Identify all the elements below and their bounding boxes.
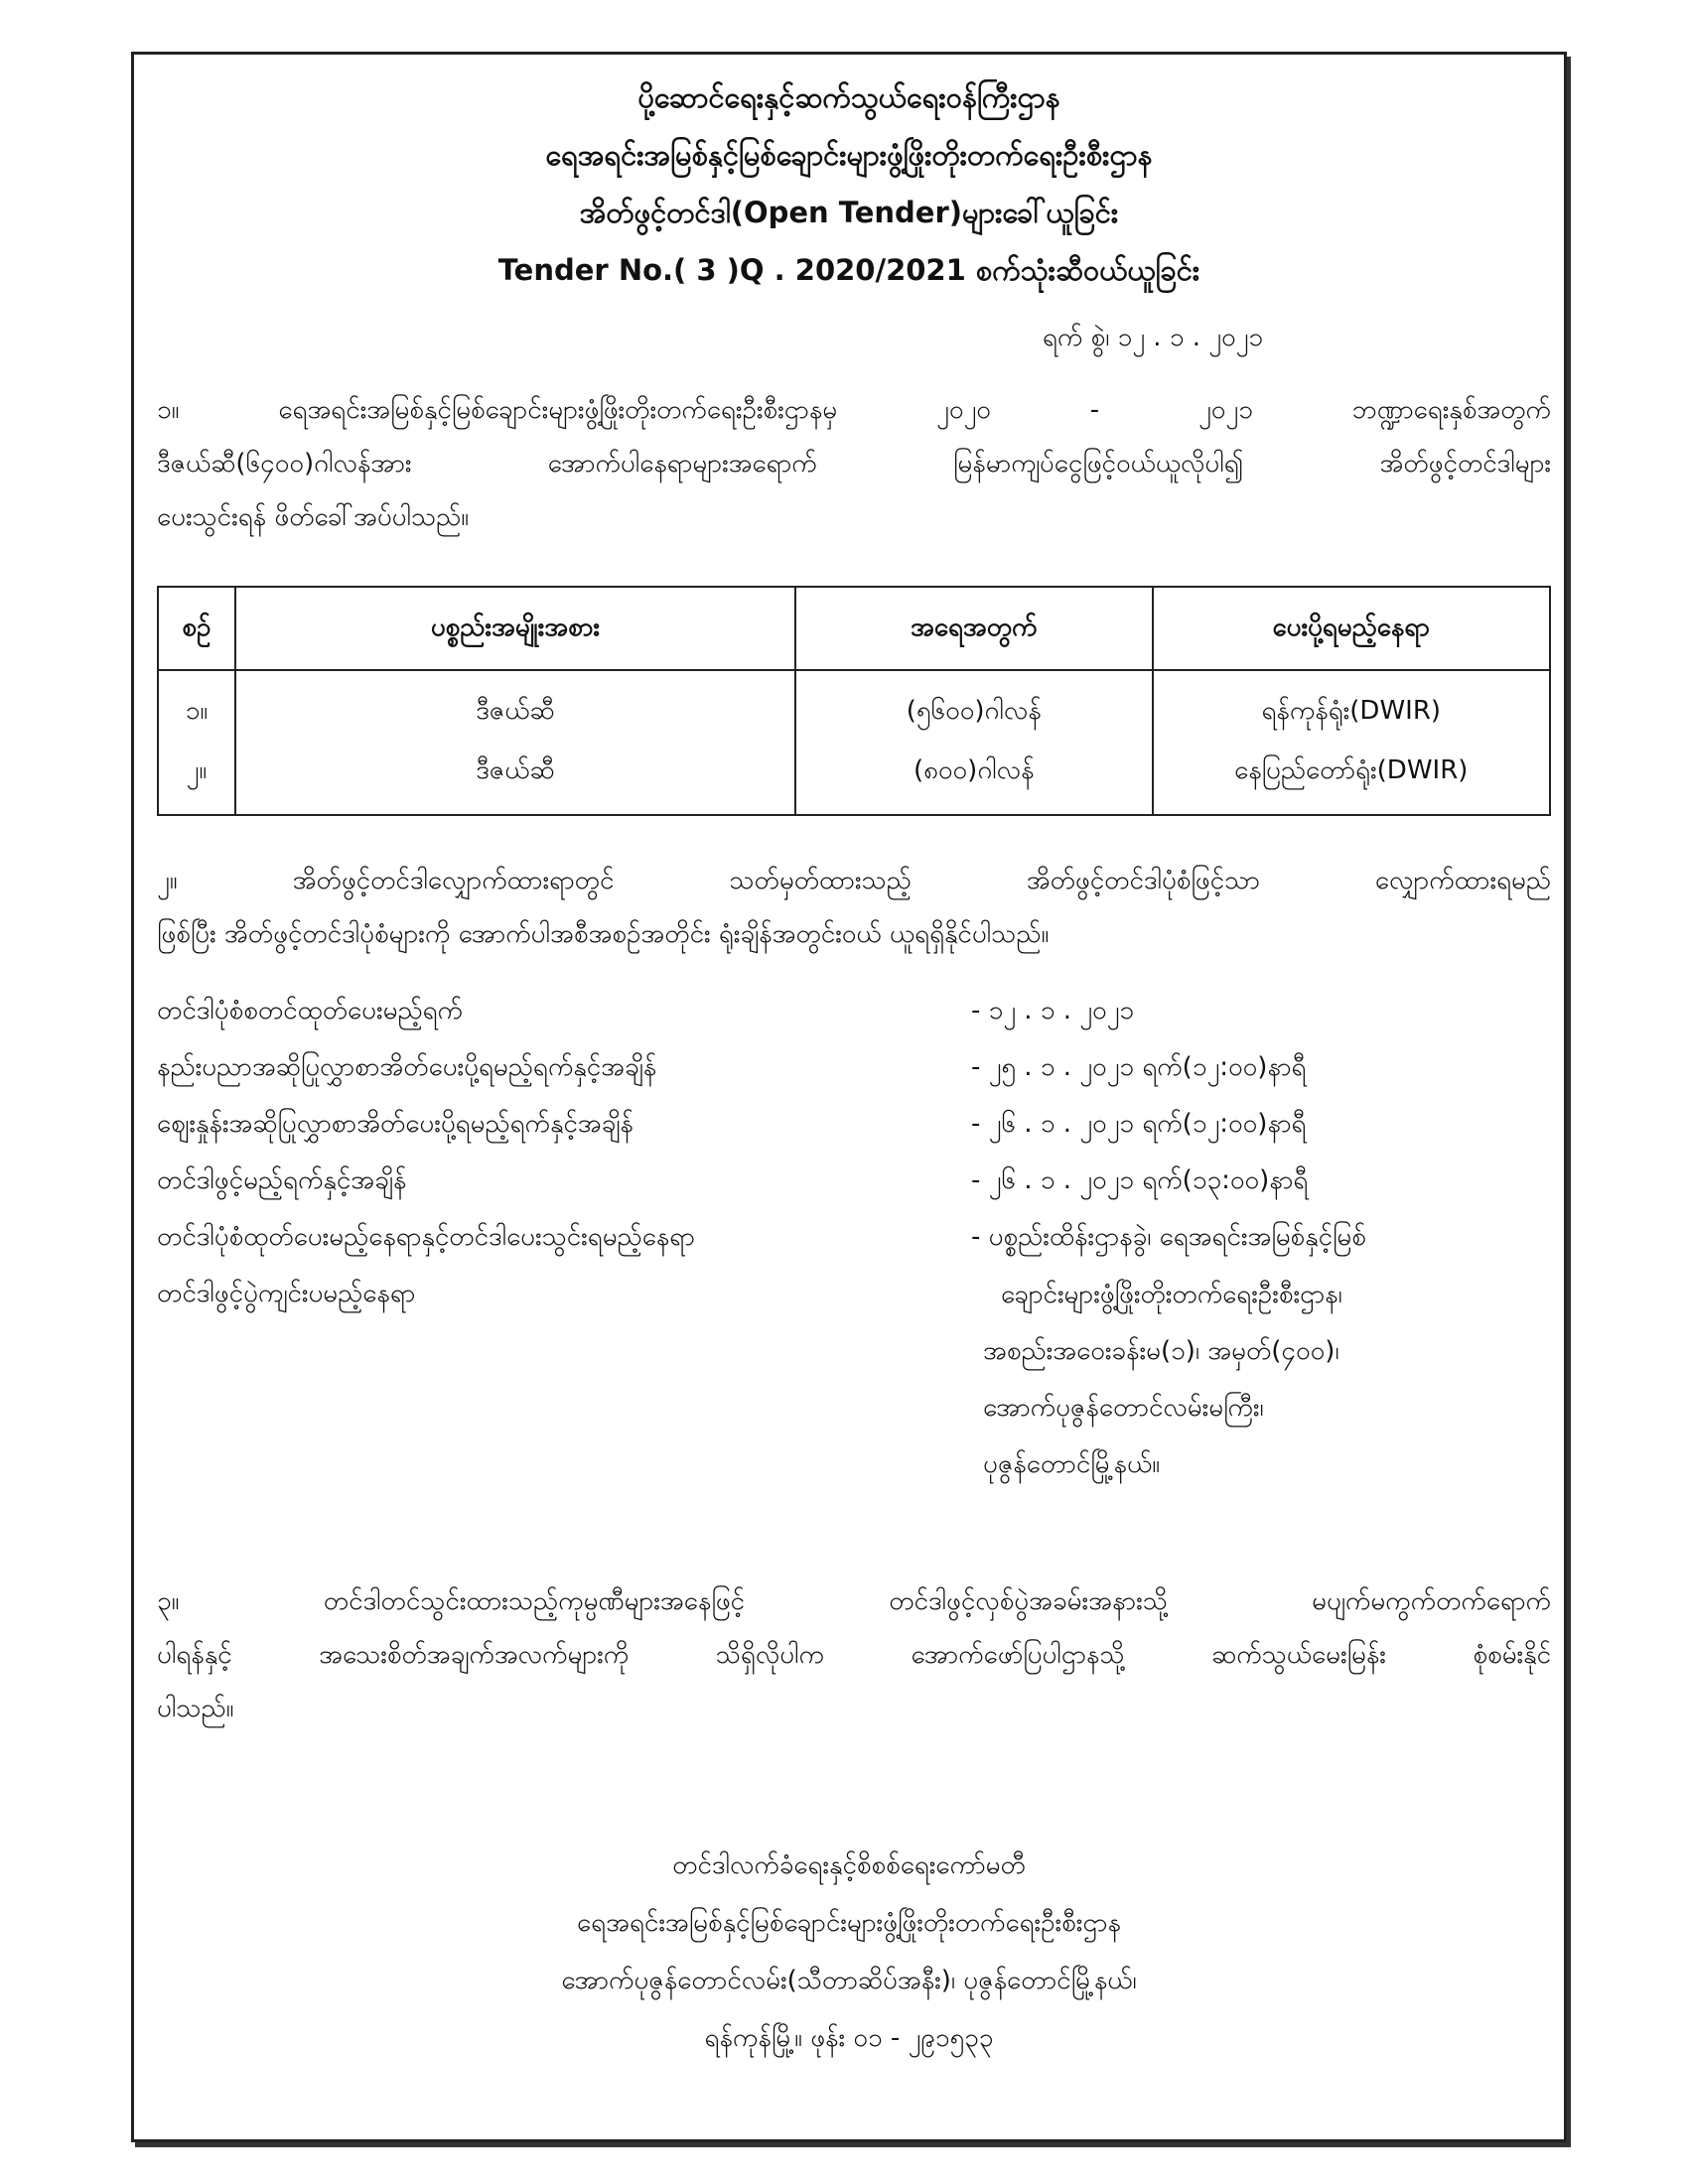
cell-place: ရန်ကုန်ရုံး(DWIR) — [1153, 670, 1550, 742]
cell-item: ဒီဇယ်ဆီ — [235, 742, 795, 815]
schedule-row — [157, 1039, 1366, 1096]
schedule-row — [157, 1209, 1366, 1266]
ministry-title: ပို့ဆောင်ရေးနှင့်ဆက်သွယ်ရေးဝန်ကြီးဌာန — [637, 80, 1060, 114]
cell-qty: (၅၆၀၀)ဂါလန် — [795, 670, 1153, 742]
paragraph-line: ပါရန်နှင့် အသေးစိတ်အချက်အလက်များကို သိရှိလိုပါက အောက်ဖော်ပြပါဌာနသို့ ဆက်သွယ်မေးမြန်း စုံစမ်းနိုင် — [157, 1640, 1551, 1670]
col-header-qty: အရေအတွက် — [795, 587, 1153, 670]
tender-number: Tender No.( 3 )Q . 2020/2021 စက်သုံးဆီဝယ်ယူခြင်း — [497, 253, 1200, 287]
paragraph-line: ၁။ ရေအရင်းအမြစ်နှင့်မြစ်ချောင်းများဖွံ့ဖြိုးတိုးတက်ရေးဦးစီးဌာနမှ ၂၀၂၀ - ၂၀၂၁ ဘဏ္ဍာရေးနှစ်အတွက် — [157, 395, 1551, 425]
tender-invitation-title: အိတ်ဖွင့်တင်ဒါ(Open Tender)များခေါ်ယူခြင်း — [579, 196, 1119, 229]
address-line: ချောင်းများဖွံ့ဖြိုးတိုးတက်ရေးဦးစီးဌာန၊ — [1001, 1280, 1342, 1309]
col-header-place: ပေးပို့ရမည့်နေရာ — [1153, 587, 1550, 670]
paragraph-line: ပါသည်။ — [157, 1694, 234, 1723]
schedule-label: တင်ဒါဖွင့်ပွဲကျင်းပမည့်နေရာ — [157, 1279, 416, 1308]
cell-no: ၂။ — [158, 742, 235, 815]
paragraph-line: ပေးသွင်းရန် ဖိတ်ခေါ်အပ်ပါသည်။ — [157, 502, 470, 532]
table-row — [158, 742, 1550, 815]
venue-address — [983, 1267, 1342, 1493]
cell-place: နေပြည်တော်ရုံး(DWIR) — [1153, 742, 1550, 815]
schedule-label: တင်ဒါပုံစံစတင်ထုတ်ပေးမည့်ရက် — [157, 996, 463, 1025]
table-header-row — [158, 587, 1550, 670]
signature-committee: တင်ဒါလက်ခံရေးနှင့်စိစစ်ရေးကော်မတီ — [672, 1850, 1026, 1880]
paragraph-line: ဖြစ်ပြီး အိတ်ဖွင့်တင်ဒါပုံစံများကို အောက်ပါအစီအစဉ်အတိုင်း ရုံးချိန်အတွင်းဝယ် ယူရရှိနိုင်ပါသည်။ — [157, 919, 1050, 949]
schedule-row — [157, 1096, 1366, 1153]
schedule-value: - ၂၆ . ၁ . ၂၀၂၁ ရက်(၁၂:၀၀)နာရီ — [971, 1109, 1307, 1139]
address-line: အစည်းအဝေးခန်းမ(၁)၊ အမှတ်(၄၀၀)၊ — [983, 1336, 1339, 1366]
paragraph-line: ၃။ တင်ဒါတင်သွင်းထားသည့်ကုမ္ပဏီများအနေဖြင့် တင်ဒါဖွင့်လှစ်ပွဲအခမ်းအနားသို့ မပျက်မကွက်တက်ရောက် — [157, 1586, 1551, 1616]
schedule-row — [157, 1153, 1366, 1209]
col-header-item: ပစ္စည်းအမျိုးအစား — [235, 587, 795, 670]
address-line: ပုဇွန်တောင်မြို့နယ်။ — [983, 1449, 1161, 1479]
signature-address: အောက်ပုဇွန်တောင်လမ်း(သီတာဆိပ်အနီး)၊ ပုဇွန်တောင်မြို့နယ်၊ — [561, 1966, 1137, 1995]
schedule-value: - ၂၆ . ၁ . ၂၀၂၁ ရက်(၁၃:၀၀)နာရီ — [971, 1165, 1309, 1195]
paragraph-line: ၂။ အိတ်ဖွင့်တင်ဒါလျှောက်ထားရာတွင် သတ်မှတ်ထားသည့် အိတ်ဖွင့်တင်ဒါပုံစံဖြင့်သာ လျှောက်ထားရမည် — [157, 866, 1551, 895]
schedule-value: - ပစ္စည်းထိန်းဌာနခွဲ၊ ရေအရင်းအမြစ်နှင့်မြစ် — [971, 1222, 1366, 1252]
schedule-value: - ၂၅ . ၁ . ၂၀၂၁ ရက်(၁၂:၀၀)နာရီ — [971, 1052, 1307, 1082]
paragraph-line: ဒီဇယ်ဆီ(၆၄၀၀)ဂါလန်အား အောက်ပါနေရာများအရောက် မြန်မာကျပ်ငွေဖြင့်ဝယ်ယူလိုပါ၍ အိတ်ဖွင့်တင်ဒါများ — [157, 449, 1551, 478]
schedule-label: တင်ဒါဖွင့်မည့်ရက်နှင့်အချိန် — [157, 1165, 407, 1195]
signature-phone: ရန်ကုန်မြို့။ ဖုန်း ၀၁ - ၂၉၁၅၃၃ — [704, 2023, 994, 2053]
paragraph-3 — [157, 1574, 1551, 1735]
schedule-row — [157, 983, 1366, 1039]
tender-table — [157, 586, 1551, 816]
schedule-label: နည်းပညာအဆိုပြုလွှာစာအိတ်ပေးပို့ရမည့်ရက်နှင့်အချိန် — [157, 1052, 657, 1082]
signature-block — [131, 1837, 1567, 2067]
signature-department: ရေအရင်းအမြစ်နှင့်မြစ်ချောင်းများဖွံ့ဖြိုးတိုးတက်ရေးဦးစီးဌာန — [577, 1908, 1121, 1938]
date-line: ရက် စွဲ၊ ၁၂ . ၁ . ၂၀၂၁ — [1043, 323, 1264, 352]
cell-no: ၁။ — [158, 670, 235, 742]
table-row — [158, 670, 1550, 742]
cell-item: ဒီဇယ်ဆီ — [235, 670, 795, 742]
col-header-no: စဉ် — [158, 587, 235, 670]
address-line: အောက်ပုဇွန်တောင်လမ်းမကြီး၊ — [983, 1393, 1264, 1423]
cell-qty: (၈၀၀)ဂါလန် — [795, 742, 1153, 815]
schedule-value: - ၁၂ . ၁ . ၂၀၂၁ — [971, 996, 1135, 1025]
department-title: ရေအရင်းအမြစ်နှင့်မြစ်ချောင်းများဖွံ့ဖြိုးတိုးတက်ရေးဦးစီးဌာန — [545, 138, 1153, 172]
paragraph-1 — [157, 383, 1551, 544]
schedule-label: တင်ဒါပုံစံထုတ်ပေးမည့်နေရာနှင့်တင်ဒါပေးသွင်းရမည့်နေရာ — [157, 1222, 695, 1252]
schedule-label: ဈေးနှုန်းအဆိုပြုလွှာစာအိတ်ပေးပို့ရမည့်ရက်နှင့်အချိန် — [157, 1109, 633, 1139]
paragraph-2 — [157, 854, 1551, 961]
